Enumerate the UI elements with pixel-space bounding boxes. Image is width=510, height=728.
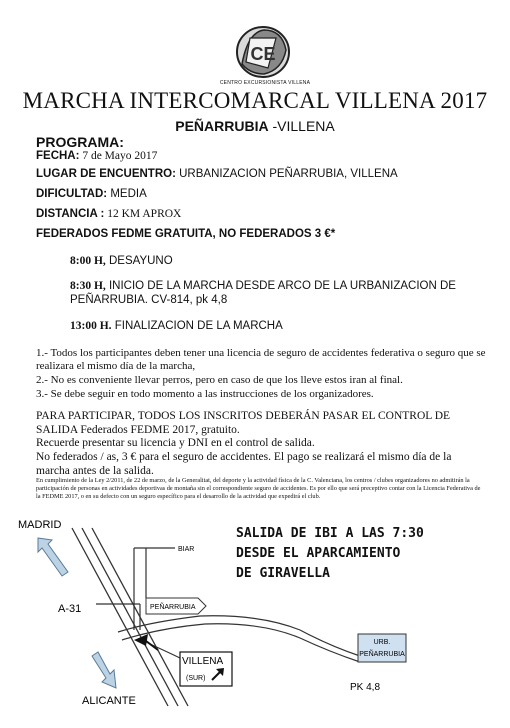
dificultad-row xyxy=(36,188,147,200)
highway-a31 xyxy=(72,528,188,706)
fecha-label: FECHA: xyxy=(36,150,80,162)
schedule-time: 13:00 H. xyxy=(70,320,112,332)
distancia-row xyxy=(36,208,181,220)
distancia-label: DISTANCIA : xyxy=(36,208,105,220)
dificultad-value: MEDIA xyxy=(107,188,147,200)
villena-label: VILLENA xyxy=(182,656,224,667)
route-map xyxy=(0,510,510,728)
schedule-text: INICIO DE LA MARCHA DESDE ARCO DE LA URBANIZACION DE PEÑARRUBIA. CV-814, pk 4,8 xyxy=(70,280,456,306)
page-title: MARCHA INTERCOMARCAL VILLENA 2017 xyxy=(22,88,488,113)
legal-notice: En cumplimiento de la Ley 2/2011, de 22 de marzo, de la Generalitat, del deporte y la actividad física de la C. Valenciana, los centros / clubes organizadores no admitirán la participación de personas en actividades deportivas de montaña sin el correspondiente seguro de accidentes. Es por ello que será preceptivo contar con la Licencia Federativa de la FEDME 2017, o en su defecto con un seguro específico para el desarrollo de la actividad que expedirá el club. xyxy=(36,477,481,500)
note-item: 2.- No es conveniente llevar perros, pero en caso de que los lleve estos iran al final. xyxy=(36,374,403,386)
departure-line: SALIDA DE IBI A LAS 7:30 xyxy=(236,526,424,541)
schedule-item xyxy=(70,279,480,307)
subtitle-rest: -VILLENA xyxy=(268,118,335,134)
alicante-arrow-icon xyxy=(92,652,116,688)
participation-line: No federados / as, 3 € para el seguro de accidentes. El pago se realizará el mismo día de la marcha antes de la salida. xyxy=(36,451,452,477)
schedule-item xyxy=(70,254,480,268)
penarrubia-sign-label: PEÑARRUBIA xyxy=(150,604,196,611)
schedule-text: DESAYUNO xyxy=(105,255,173,267)
logo-text: CE xyxy=(250,44,276,64)
participation-line: PARA PARTICIPAR, TODOS LOS INSCRITOS DEBERÁN PASAR EL CONTROL DE SALIDA Federados FEDME 2017, gratuito. xyxy=(36,410,451,436)
schedule-text: FINALIZACION DE LA MARCHA xyxy=(111,320,283,332)
lugar-label: LUGAR DE ENCUENTRO: xyxy=(36,168,176,180)
dificultad-label: DIFICULTAD: xyxy=(36,188,108,200)
club-logo xyxy=(228,24,298,80)
federados-line: FEDERADOS FEDME GRATUITA, NO FEDERADOS 3 €* xyxy=(36,228,336,240)
note-item: 3.- Se debe seguir en todo momento a las instrucciones de los organizadores. xyxy=(36,388,374,400)
lugar-value: URBANIZACION PEÑARRUBIA, VILLENA xyxy=(175,168,398,180)
pk-label: PK 4,8 xyxy=(350,682,381,693)
lugar-row xyxy=(36,168,398,180)
schedule-item xyxy=(70,319,480,333)
note-item: 1.- Todos los participantes deben tener una licencia de seguro de accidentes federativa o seguro que se realizara el mismo día de la marcha, xyxy=(36,347,486,372)
biar-label: BIAR xyxy=(178,546,195,553)
a31-label: A-31 xyxy=(58,603,82,615)
distancia-value: 12 KM APROX xyxy=(104,208,182,220)
urb-label-line2: PEÑARRUBIA xyxy=(359,651,405,658)
subtitle-bold: PEÑARRUBIA xyxy=(175,118,269,134)
logo-caption: CENTRO EXCURSIONISTA VILLENA xyxy=(219,80,311,86)
sur-label: (SUR) xyxy=(186,675,206,682)
madrid-label: MADRID xyxy=(18,519,62,531)
madrid-arrow-icon xyxy=(38,538,68,576)
departure-line: DE GIRAVELLA xyxy=(236,566,330,581)
fecha-value: 7 de Mayo 2017 xyxy=(79,150,158,162)
departure-line: DESDE EL APARCAMIENTO xyxy=(236,546,401,561)
programa-heading: PROGRAMA: xyxy=(36,134,124,150)
urb-label-line1: URB. xyxy=(373,639,391,646)
alicante-label: ALICANTE xyxy=(82,695,136,707)
schedule-time: 8:00 H, xyxy=(70,255,106,267)
schedule-time: 8:30 H, xyxy=(70,280,106,292)
participation-line: Recuerde presentar su licencia y DNI en el control de salida. xyxy=(36,437,315,449)
fecha-row xyxy=(36,150,157,162)
